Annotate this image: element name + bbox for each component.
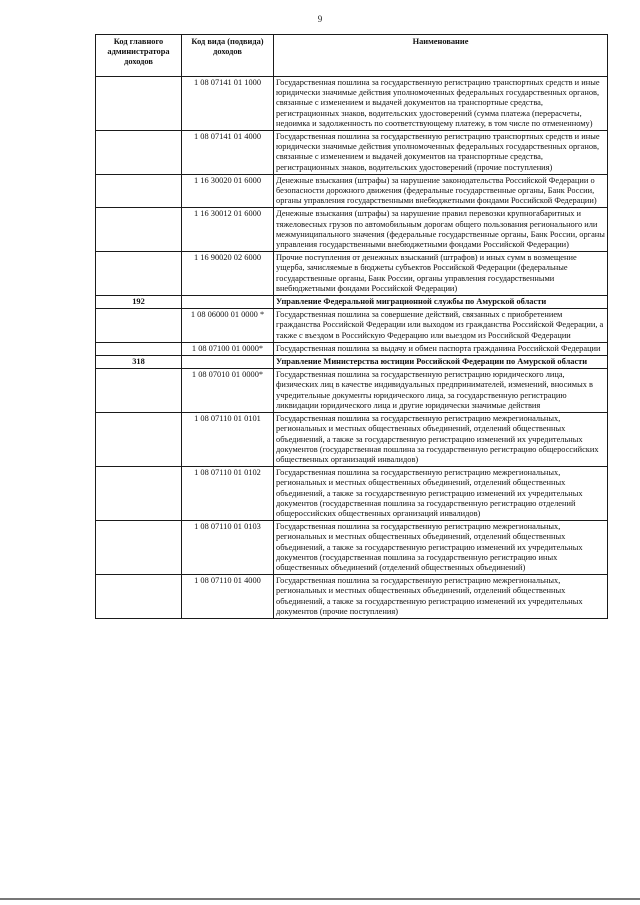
name-cell: Государственная пошлина за выдачу и обмен паспорта гражданина Российской Федерации bbox=[274, 342, 608, 355]
scan-edge-divider bbox=[0, 898, 640, 900]
name-cell: Государственная пошлина за государственную регистрацию межрегиональных, региональных и местных общественных объединений, отделений общественных объединений, а также за государственную регистрацию изменений их учредительных документов (государственная пошлина за государственную регистрацию иных общественных объединений (отделений общественных объединений) bbox=[274, 521, 608, 575]
header-income-code: Код вида (подвида) доходов bbox=[182, 35, 274, 77]
revenue-codes-table bbox=[95, 34, 608, 619]
name-cell: Государственная пошлина за государственную регистрацию транспортных средств и иные юридически значимые действия уполномоченных федеральных государственных органов, связанные с изменением и выдачей документов на транспортные средства, регистрационных знаков, водительских удостоверений (прочие поступления) bbox=[274, 131, 608, 175]
table-row bbox=[96, 208, 608, 252]
table-row bbox=[96, 77, 608, 131]
income-code-cell: 1 08 07141 01 4000 bbox=[182, 131, 274, 175]
admin-code-cell bbox=[96, 252, 182, 296]
table-row bbox=[96, 309, 608, 343]
admin-code-cell bbox=[96, 309, 182, 343]
admin-code-cell bbox=[96, 575, 182, 619]
admin-code-cell bbox=[96, 131, 182, 175]
name-cell: Государственная пошлина за государственную регистрацию межрегиональных, региональных и местных общественных объединений, отделений общественных объединений, а также за государственную регистрацию изменений их учредительных документов (государственная пошлина за государственную регистрацию отделений общероссийских общественных организаций инвалидов) bbox=[274, 467, 608, 521]
income-code-cell: 1 08 07110 01 4000 bbox=[182, 575, 274, 619]
admin-code-cell bbox=[96, 342, 182, 355]
income-code-cell bbox=[182, 356, 274, 369]
name-cell: Прочие поступления от денежных взысканий (штрафов) и иных сумм в возмещение ущерба, зачисляемые в бюджеты субъектов Российской Федерации (федеральные государственные органы, Банк России, органы управления государственными внебюджетными фондами Российской Федерации) bbox=[274, 252, 608, 296]
income-code-cell: 1 16 30020 01 6000 bbox=[182, 174, 274, 208]
admin-code-cell: 192 bbox=[96, 296, 182, 309]
income-code-cell: 1 08 07010 01 0000* bbox=[182, 369, 274, 413]
admin-code-cell bbox=[96, 208, 182, 252]
table-group-row bbox=[96, 296, 608, 309]
income-code-cell bbox=[182, 296, 274, 309]
page-number: 9 bbox=[317, 14, 323, 24]
table-body bbox=[96, 77, 608, 619]
name-cell: Государственная пошлина за государственную регистрацию транспортных средств и иные юридически значимые действия уполномоченных федеральных государственных органов, связанные с изменением и выдачей документов на транспортные средства, регистрационных знаков, водительских удостоверений (сумма платежа (перерасчеты, недоимка и задолженность по соответствующему платежу, в том числе по отмененному) bbox=[274, 77, 608, 131]
table-row bbox=[96, 369, 608, 413]
name-cell: Государственная пошлина за государственную регистрацию юридического лица, физических лиц в качестве индивидуальных предпринимателей, изменений, вносимых в учредительные документы юридического лица, за государственную регистрацию ликвидации юридического лица и другие юридически значимые действия bbox=[274, 369, 608, 413]
admin-code-cell bbox=[96, 174, 182, 208]
table-row bbox=[96, 521, 608, 575]
income-code-cell: 1 08 07100 01 0000* bbox=[182, 342, 274, 355]
administrator-name-cell: Управление Федеральной миграционной службы по Амурской области bbox=[274, 296, 608, 309]
table-row bbox=[96, 131, 608, 175]
table-row bbox=[96, 467, 608, 521]
name-cell: Государственная пошлина за государственную регистрацию межрегиональных, региональных и местных общественных объединений, отделений общественных объединений, а также за государственную регистрацию изменений их учредительных документов (прочие поступления) bbox=[274, 575, 608, 619]
table-group-row bbox=[96, 356, 608, 369]
admin-code-cell bbox=[96, 413, 182, 467]
name-cell: Государственная пошлина за совершение действий, связанных с приобретением гражданства Российской Федерации или выходом из гражданства Российской Федерации, а также с въездом в Российскую Федерацию или выездом из Российской Федерации bbox=[274, 309, 608, 343]
table-row bbox=[96, 174, 608, 208]
admin-code-cell bbox=[96, 77, 182, 131]
income-code-cell: 1 08 07110 01 0101 bbox=[182, 413, 274, 467]
income-code-cell: 1 16 90020 02 6000 bbox=[182, 252, 274, 296]
table-row bbox=[96, 413, 608, 467]
name-cell: Государственная пошлина за государственную регистрацию межрегиональных, региональных и местных общественных объединений, отделений общественных объединений, а также за государственную регистрацию изменений их учредительных документов (государственная пошлина за государственную регистрацию общероссийских общественных организаций инвалидов) bbox=[274, 413, 608, 467]
income-code-cell: 1 08 07110 01 0102 bbox=[182, 467, 274, 521]
income-code-cell: 1 08 07141 01 1000 bbox=[182, 77, 274, 131]
admin-code-cell bbox=[96, 369, 182, 413]
header-admin-code: Код главного администратора доходов bbox=[96, 35, 182, 77]
admin-code-cell: 318 bbox=[96, 356, 182, 369]
admin-code-cell bbox=[96, 467, 182, 521]
admin-code-cell bbox=[96, 521, 182, 575]
administrator-name-cell: Управление Министерства юстиции Российской Федерации по Амурской области bbox=[274, 356, 608, 369]
header-name: Наименование bbox=[274, 35, 608, 77]
income-code-cell: 1 08 06000 01 0000 * bbox=[182, 309, 274, 343]
table-row bbox=[96, 252, 608, 296]
table-row bbox=[96, 575, 608, 619]
income-code-cell: 1 08 07110 01 0103 bbox=[182, 521, 274, 575]
income-code-cell: 1 16 30012 01 6000 bbox=[182, 208, 274, 252]
table-header-row bbox=[96, 35, 608, 77]
table-row bbox=[96, 342, 608, 355]
name-cell: Денежные взыскания (штрафы) за нарушение законодательства Российской Федерации о безопасности дорожного движения (федеральные государственные органы, Банк России, органы управления государственными внебюджетными фондами Российской Федерации) bbox=[274, 174, 608, 208]
name-cell: Денежные взыскания (штрафы) за нарушение правил перевозки крупногабаритных и тяжеловесных грузов по автомобильным дорогам общего пользования регионального или межмуниципального значения (федеральные государственные органы, Банк России, органы управления государственными внебюджетными фондами Российской Федерации) bbox=[274, 208, 608, 252]
